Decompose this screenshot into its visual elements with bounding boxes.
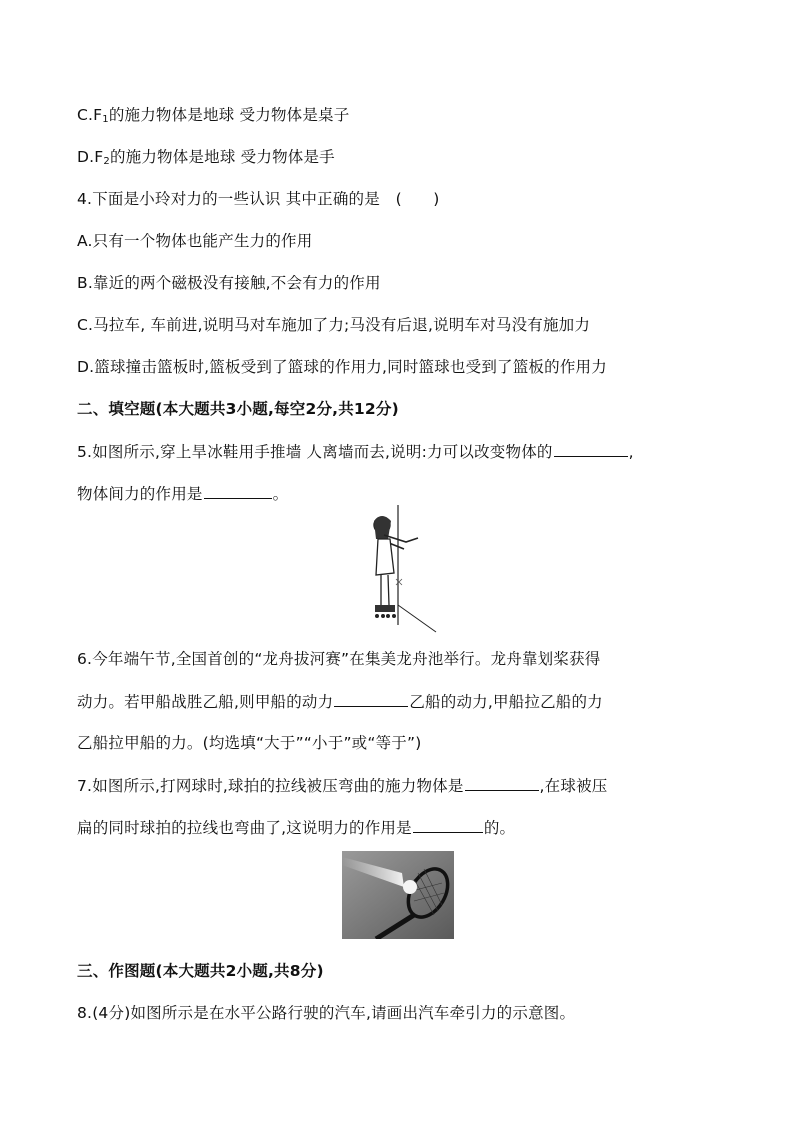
- question-6-line-3: 乙船拉甲船的力。(均选填“大于”“小于”或“等于”): [77, 734, 422, 752]
- option-4a: A.只有一个物体也能产生力的作用: [77, 232, 313, 250]
- question-6-line-2: 动力。若甲船战胜乙船,则甲船的动力 乙船的动力,甲船拉乙船的力: [77, 693, 603, 711]
- section-2-heading: 二、填空题(本大题共3小题,每空2分,共12分): [77, 400, 399, 418]
- answer-blank[interactable]: [554, 441, 628, 457]
- question-7-line-2: 扁的同时球拍的拉线也弯曲了,这说明力的作用是 的。: [77, 819, 516, 837]
- answer-blank[interactable]: [413, 817, 483, 833]
- question-5-line-2: 物体间力的作用是 。: [77, 485, 289, 503]
- section-3-heading: 三、作图题(本大题共2小题,共8分): [77, 962, 324, 980]
- option-4b: B.靠近的两个磁极没有接触,不会有力的作用: [77, 274, 381, 292]
- question-6-line-1: 6.今年端午节,全国首创的“龙舟拔河赛”在集美龙舟池举行。龙舟靠划桨获得: [77, 650, 601, 668]
- question-8: 8.(4分)如图所示是在水平公路行驶的汽车,请画出汽车牵引力的示意图。: [77, 1004, 576, 1022]
- option-4c: C.马拉车, 车前进,说明马对车施加了力;马没有后退,说明车对马没有施加力: [77, 316, 591, 334]
- option-4d: D.篮球撞击篮板时,篮板受到了篮球的作用力,同时篮球也受到了篮板的作用力: [77, 358, 607, 376]
- question-7-line-1: 7.如图所示,打网球时,球拍的拉线被压弯曲的施力物体是 ,在球被压: [77, 777, 608, 795]
- question-5-line-1: 5.如图所示,穿上旱冰鞋用手推墙 人离墙而去,说明:力可以改变物体的 ,: [77, 443, 634, 461]
- answer-blank[interactable]: [204, 483, 272, 499]
- question-4: 4.下面是小玲对力的一些认识 其中正确的是 ( ): [77, 190, 440, 208]
- option-3c: $C.F_1$的施力物体是地球 受力物体是桌子: [77, 106, 350, 125]
- answer-blank[interactable]: [334, 691, 408, 707]
- answer-blank[interactable]: [465, 775, 539, 791]
- skater-pushing-wall-figure: [366, 505, 438, 633]
- option-3d: $D.F_2$的施力物体是地球 受力物体是手: [77, 148, 335, 167]
- tennis-racket-photo: [342, 851, 454, 939]
